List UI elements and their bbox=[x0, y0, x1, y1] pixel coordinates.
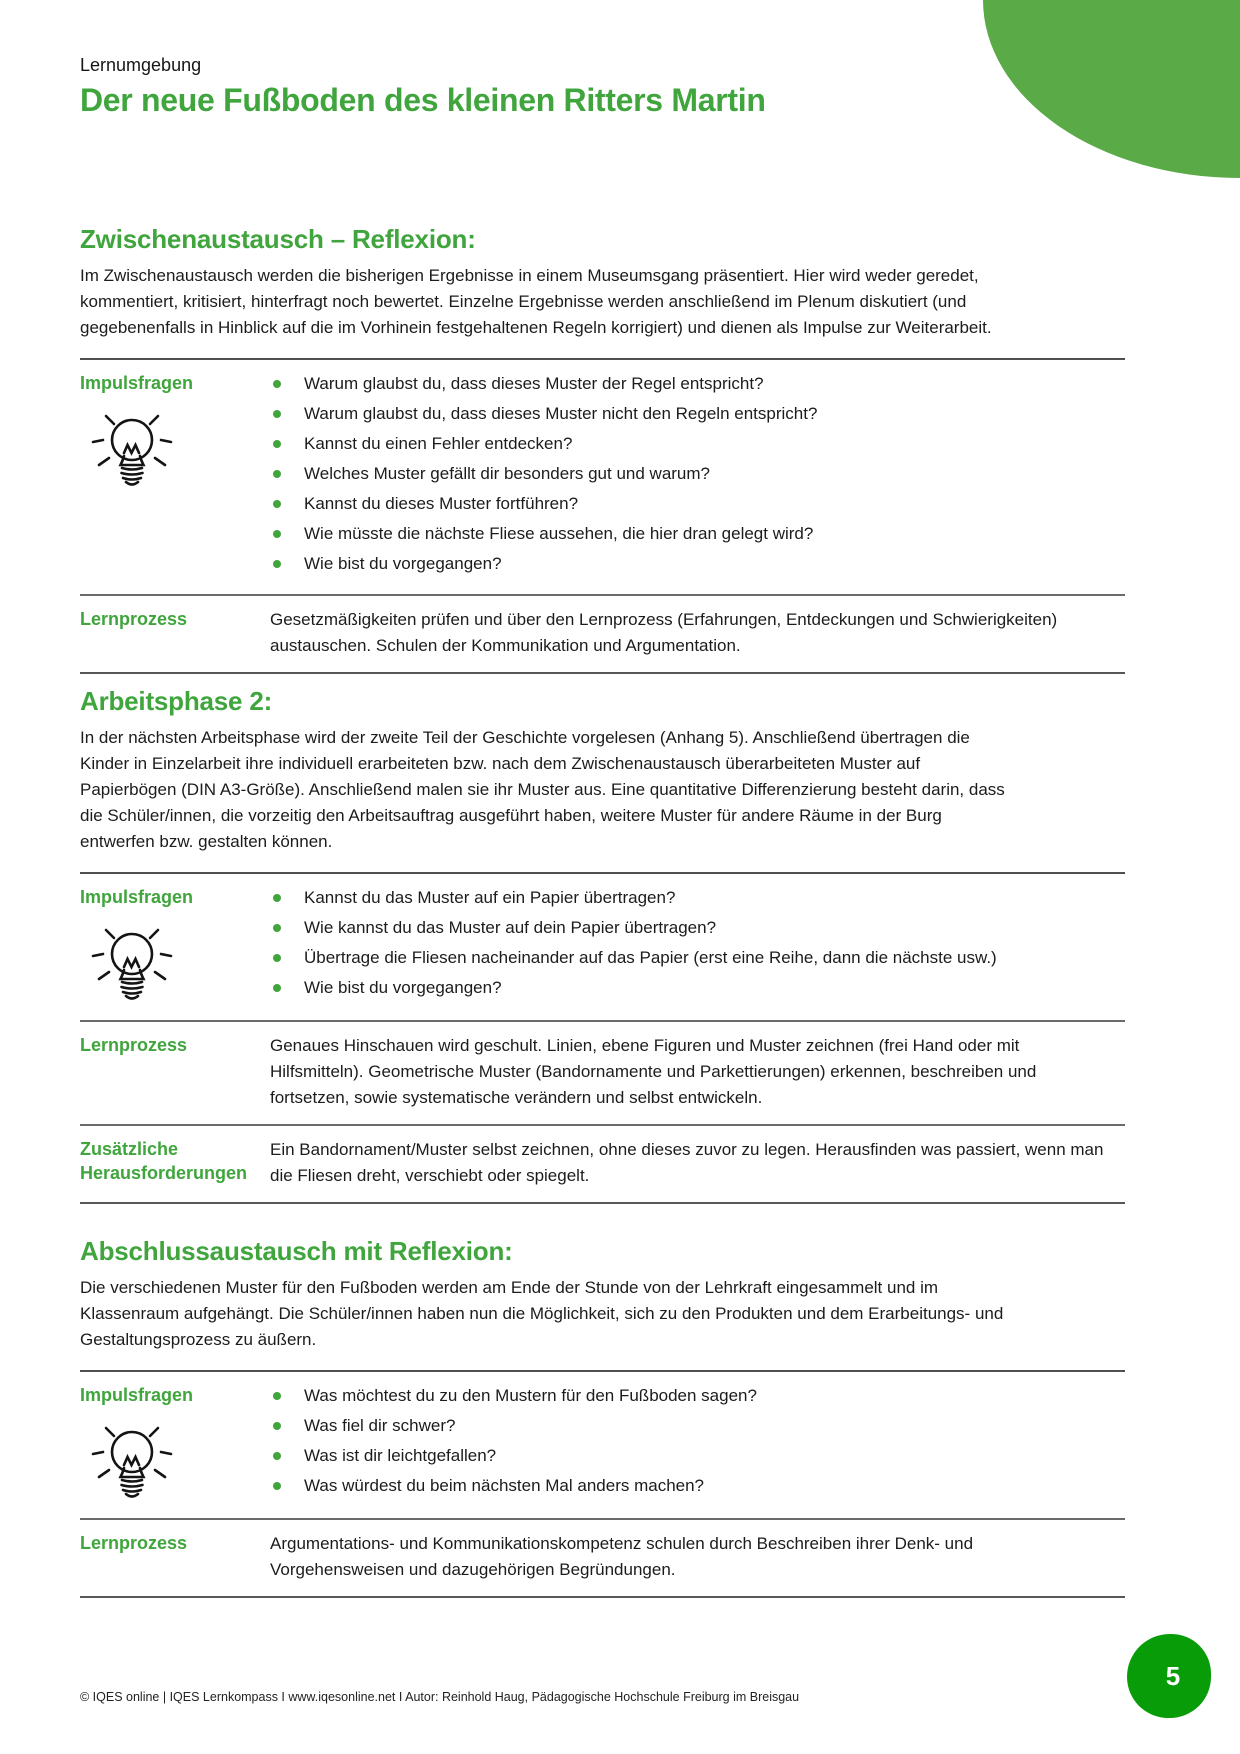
lightbulb-icon bbox=[84, 1419, 180, 1505]
impulse-question-list bbox=[270, 371, 1108, 581]
document-header bbox=[80, 55, 980, 118]
impulse-table bbox=[80, 358, 1125, 674]
section-arbeitsphase-2 bbox=[80, 686, 1125, 1204]
footer-credit: © IQES online | IQES Lernkompass I www.iqesonline.net I Autor: Reinhold Haug, Pädagogische Hochschule Freiburg im Breisgau bbox=[80, 1690, 800, 1704]
row-label: Impulsfragen bbox=[80, 373, 194, 393]
impulse-question: Übertrage die Fliesen nacheinander auf das Papier (erst eine Reihe, dann die nächste usw.) bbox=[270, 945, 1004, 971]
table-row-impulsfragen bbox=[80, 1372, 1125, 1518]
impulse-question: Kannst du das Muster auf ein Papier übertragen? bbox=[270, 885, 1004, 911]
row-label: Zusätzliche Herausforderungen bbox=[80, 1139, 248, 1183]
row-text: Genaues Hinschauen wird geschult. Linien, ebene Figuren und Muster zeichnen (frei Hand oder mit Hilfsmitteln). Geometrische Muster (Bandornamente und Parkettierungen) erkennen, beschreiben und fortsetzen, sowie systematische verändern und selbst entwickeln. bbox=[270, 1036, 1037, 1107]
table-row-lernprozess bbox=[80, 1518, 1125, 1596]
lightbulb-icon bbox=[84, 407, 180, 493]
table-row-impulsfragen bbox=[80, 874, 1125, 1020]
row-text: Argumentations- und Kommunikationskompetenz schulen durch Beschreiben ihrer Denk- und Vorgehensweisen und dazugehörigen Begründungen. bbox=[270, 1534, 974, 1579]
impulse-question: Was würdest du beim nächsten Mal anders machen? bbox=[270, 1473, 1004, 1499]
impulse-question: Was fiel dir schwer? bbox=[270, 1413, 1004, 1439]
page-number: 5 bbox=[1165, 1660, 1181, 1691]
impulse-question: Was möchtest du zu den Mustern für den Fußboden sagen? bbox=[270, 1383, 1004, 1409]
section-heading: Abschlussaustausch mit Reflexion: bbox=[80, 1236, 513, 1266]
section-intro: Die verschiedenen Muster für den Fußboden werden am Ende der Stunde von der Lehrkraft eingesammelt und im Klassenraum aufgehängt. Die Schüler/innen haben nun die Möglichkeit, sich zu den Produkten und dem Erarbeitungs- und Gestaltungsprozess zu äußern. bbox=[80, 1278, 1004, 1349]
section-abschlussaustausch bbox=[80, 1236, 1125, 1598]
impulse-table bbox=[80, 1370, 1125, 1598]
lightbulb-icon bbox=[84, 921, 180, 1007]
corner-decoration bbox=[983, 0, 1240, 178]
page-title: Der neue Fußboden des kleinen Ritters Martin bbox=[80, 82, 766, 118]
section-heading: Zwischenaustausch – Reflexion: bbox=[80, 224, 476, 254]
row-label: Impulsfragen bbox=[80, 1385, 194, 1405]
section-intro: Im Zwischenaustausch werden die bisherigen Ergebnisse in einem Museumsgang präsentiert. Hier wird weder geredet, kommentiert, kritisiert, hinterfragt noch bewertet. Einzelne Ergebnisse werden anschließend im Plenum diskutiert (und gegebenenfalls in Hinblick auf die im Vorhinein festgehaltenen Regeln korrigiert) und dienen als Impulse zur Weiterarbeit. bbox=[80, 266, 992, 337]
impulse-question: Warum glaubst du, dass dieses Muster der Regel entspricht? bbox=[270, 371, 1004, 397]
label-cell bbox=[80, 1383, 270, 1505]
table-row-lernprozess bbox=[80, 1020, 1125, 1124]
section-intro: In der nächsten Arbeitsphase wird der zweite Teil der Geschichte vorgelesen (Anhang 5). Anschließend übertragen die Kinder in Einzelarbeit ihre individuell erarbeiteten bzw. nach dem Zwischenaustausch überarbeiteten Muster auf Papierbögen (DIN A3-Größe). Anschließend malen sie ihr Muster aus. Eine quantitative Differenzierung besteht darin, dass die Schüler/innen, die vorzeitig den Arbeitsauftrag ausgeführt haben, weitere Muster für andere Räume in der Burg entwerfen bzw. gestalten können. bbox=[80, 728, 1005, 851]
row-text: Ein Bandornament/Muster selbst zeichnen, ohne dieses zuvor zu legen. Herausfinden was passiert, wenn man die Fliesen dreht, verschiebt oder spiegelt. bbox=[270, 1140, 1104, 1185]
impulse-question: Wie müsste die nächste Fliese aussehen, die hier dran gelegt wird? bbox=[270, 521, 1004, 547]
table-row-zusaetzliche-herausforderungen bbox=[80, 1124, 1125, 1202]
section-zwischenaustausch bbox=[80, 224, 1125, 674]
impulse-question-list bbox=[270, 885, 1108, 1007]
impulse-question: Wie bist du vorgegangen? bbox=[270, 551, 1004, 577]
table-row-lernprozess bbox=[80, 594, 1125, 672]
label-cell bbox=[80, 885, 270, 1007]
impulse-question: Warum glaubst du, dass dieses Muster nicht den Regeln entspricht? bbox=[270, 401, 1004, 427]
page-number-badge bbox=[1127, 1634, 1211, 1718]
row-label: Impulsfragen bbox=[80, 887, 194, 907]
impulse-question: Wie bist du vorgegangen? bbox=[270, 975, 1004, 1001]
impulse-question: Kannst du einen Fehler entdecken? bbox=[270, 431, 1004, 457]
impulse-question: Kannst du dieses Muster fortführen? bbox=[270, 491, 1004, 517]
row-label: Lernprozess bbox=[80, 1533, 188, 1553]
impulse-question: Was ist dir leichtgefallen? bbox=[270, 1443, 1004, 1469]
table-row-impulsfragen bbox=[80, 360, 1125, 594]
impulse-question: Welches Muster gefällt dir besonders gut und warum? bbox=[270, 461, 1004, 487]
row-label: Lernprozess bbox=[80, 609, 188, 629]
section-heading: Arbeitsphase 2: bbox=[80, 686, 273, 716]
impulse-question: Wie kannst du das Muster auf dein Papier übertragen? bbox=[270, 915, 1004, 941]
row-text: Gesetzmäßigkeiten prüfen und über den Lernprozess (Erfahrungen, Entdeckungen und Schwierigkeiten) austauschen. Schulen der Kommunikation und Argumentation. bbox=[270, 610, 1058, 655]
document-kicker: Lernumgebung bbox=[80, 55, 202, 75]
row-label: Lernprozess bbox=[80, 1035, 188, 1055]
impulse-table bbox=[80, 872, 1125, 1204]
impulse-question-list bbox=[270, 1383, 1108, 1505]
label-cell bbox=[80, 371, 270, 581]
